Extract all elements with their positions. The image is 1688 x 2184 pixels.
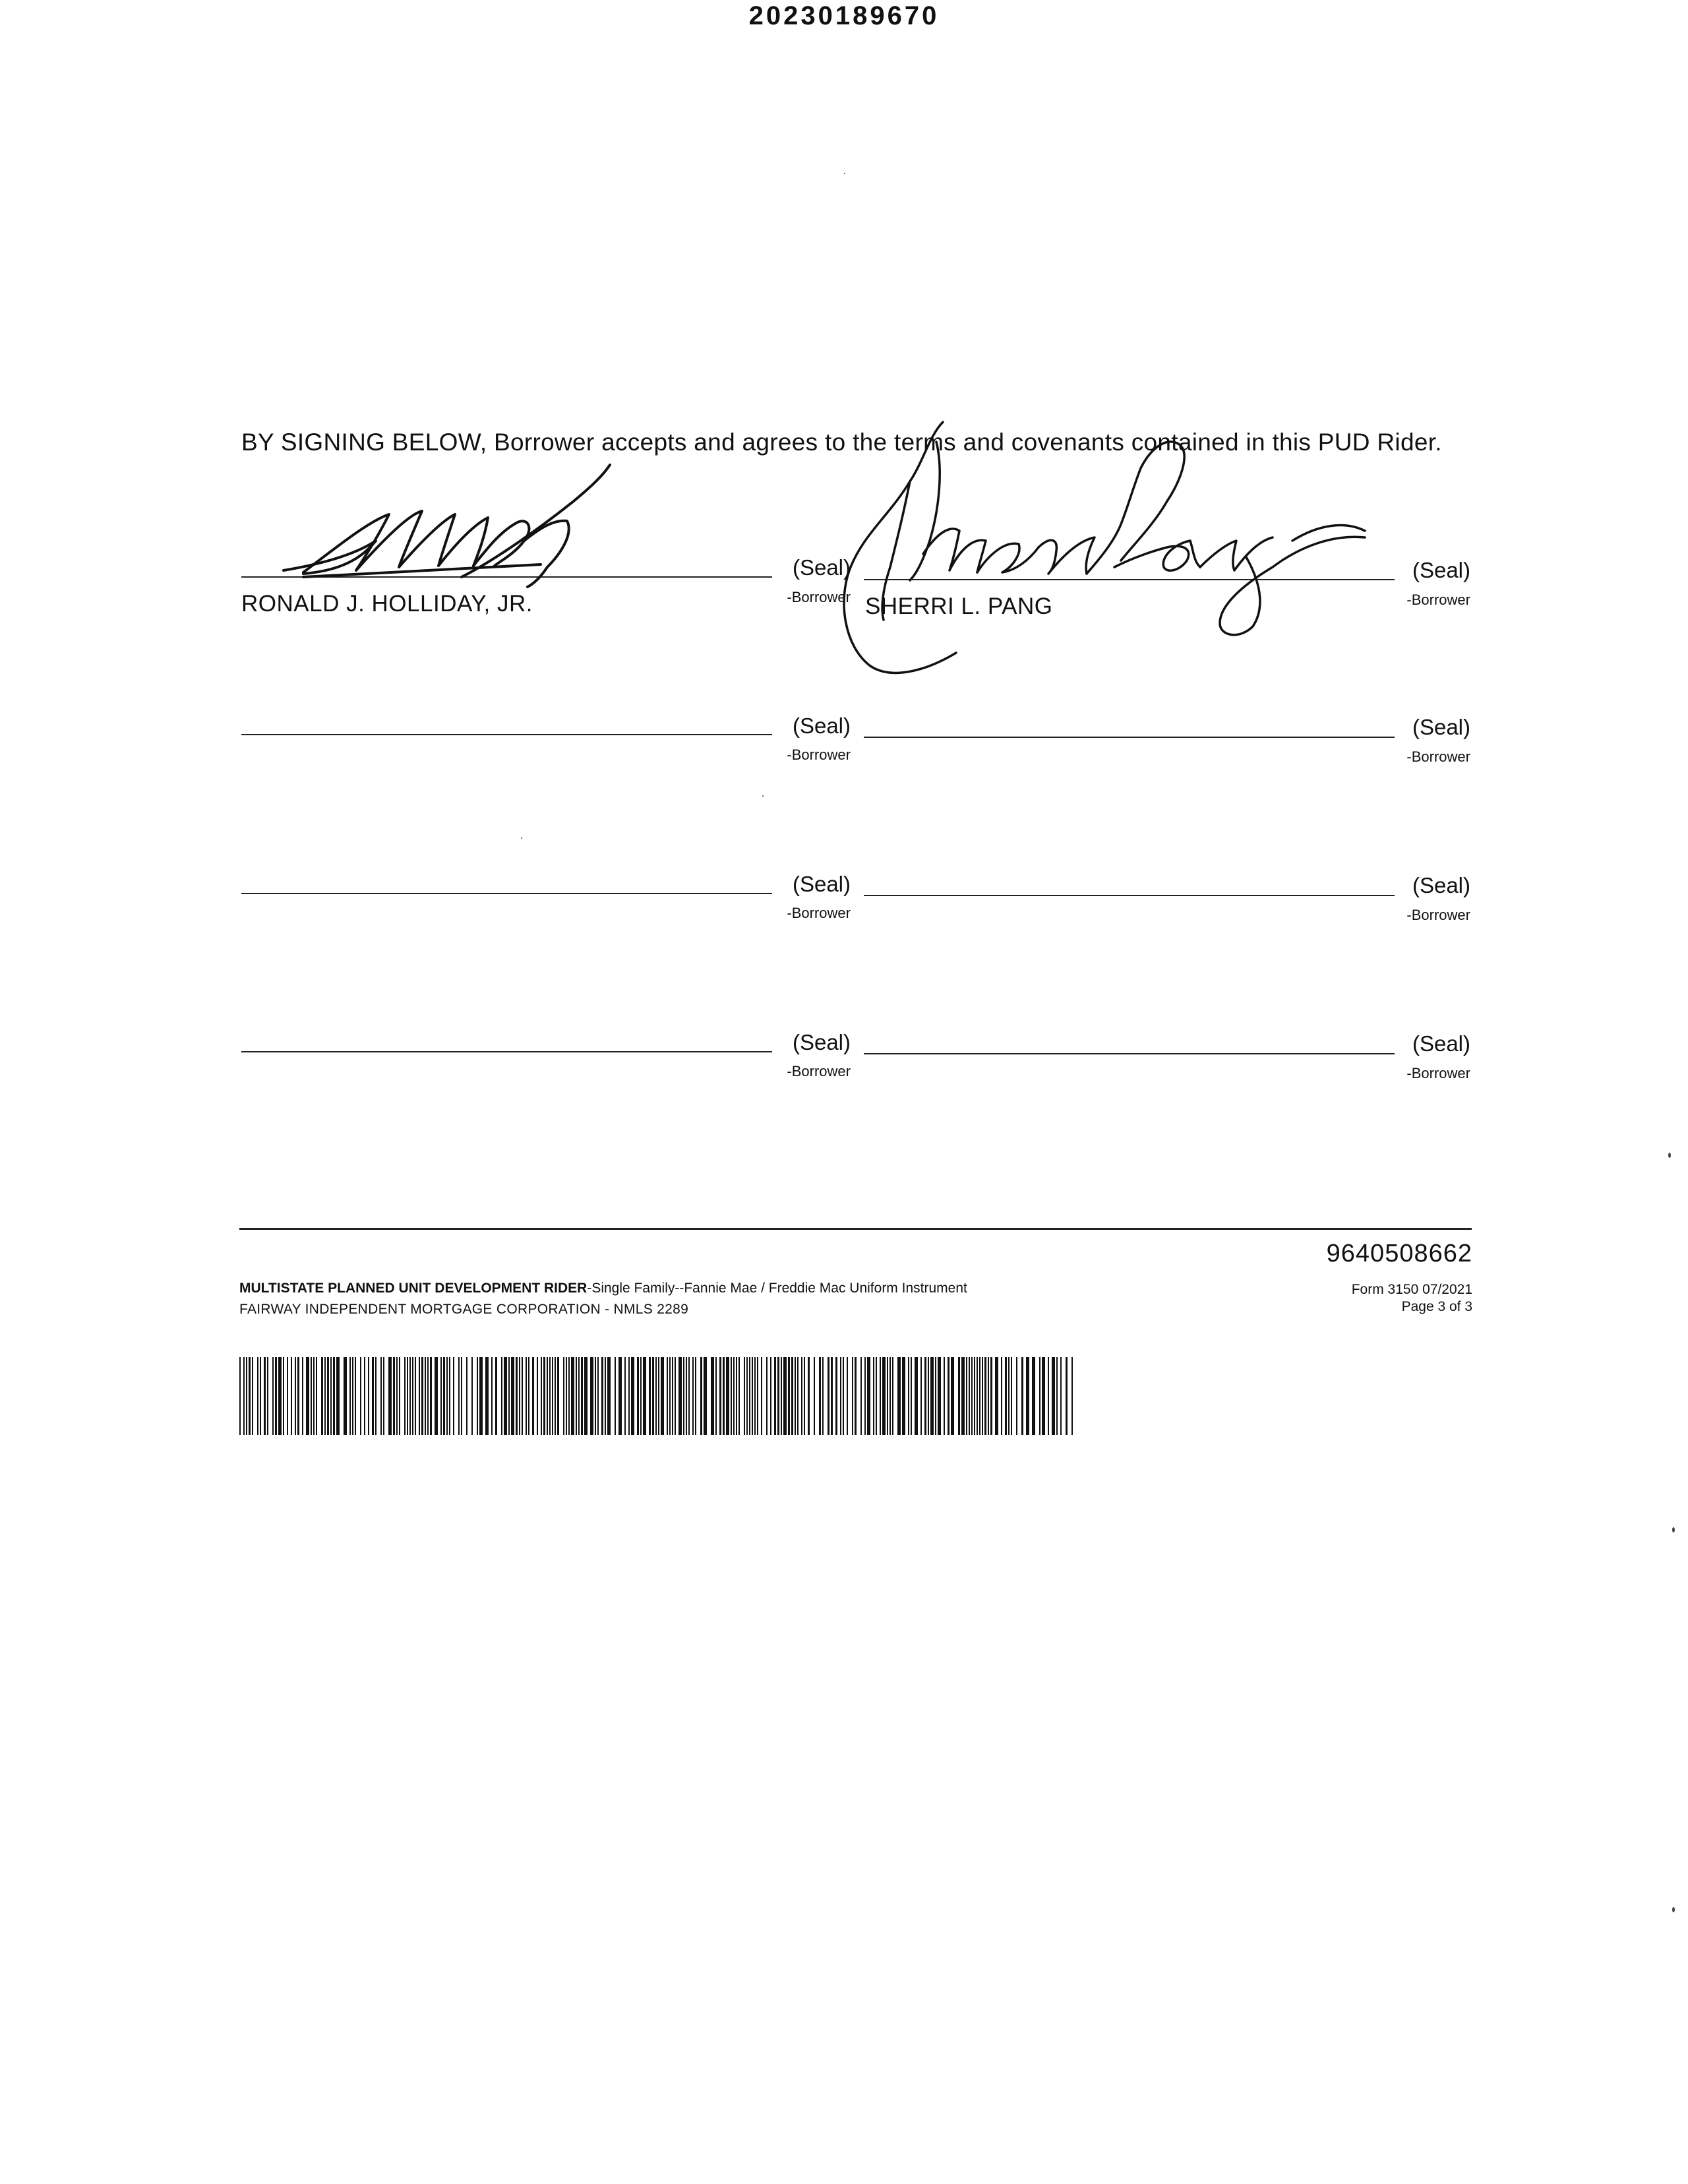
barcode-bar (297, 1357, 299, 1435)
barcode-bar (1060, 1357, 1062, 1435)
barcode-bar (683, 1357, 684, 1435)
barcode-bar (287, 1357, 288, 1435)
barcode-bar (295, 1357, 296, 1435)
barcode-bar (979, 1357, 980, 1435)
signing-statement: BY SIGNING BELOW, Borrower accepts and agrees to the terms and covenants contained in this PUD Rider. (241, 429, 1442, 456)
barcode-bar (501, 1357, 502, 1435)
barcode-bar (399, 1357, 400, 1435)
barcode-bar (1005, 1357, 1007, 1435)
barcode-bar (427, 1357, 429, 1435)
scan-speck (1672, 1527, 1675, 1532)
barcode-bar (715, 1357, 717, 1435)
barcode-bar (971, 1357, 973, 1435)
barcode-bar (731, 1357, 732, 1435)
barcode-bar (814, 1357, 815, 1435)
scan-speck (844, 173, 845, 174)
barcode-bar (407, 1357, 408, 1435)
barcode-bar (686, 1357, 687, 1435)
barcode-bar (330, 1357, 332, 1435)
barcode-bar (404, 1357, 406, 1435)
barcode-bar (835, 1357, 837, 1435)
barcode-bar (552, 1357, 553, 1435)
barcode-bar (988, 1357, 989, 1435)
barcode-bar (819, 1357, 821, 1435)
barcode-bar (327, 1357, 329, 1435)
barcode-bar (508, 1357, 510, 1435)
barcode-bar (446, 1357, 448, 1435)
barcode-bar (961, 1357, 965, 1435)
barcode-bar (935, 1357, 936, 1435)
barcode-bar (736, 1357, 737, 1435)
barcode-bar (711, 1357, 714, 1435)
barcode-bar (615, 1357, 616, 1435)
barcode-bar (471, 1357, 473, 1435)
barcode-bar (719, 1357, 721, 1435)
barcode-bar (257, 1357, 258, 1435)
barcode-bar (757, 1357, 758, 1435)
barcode-bar (568, 1357, 570, 1435)
borrower-label-1: -Borrower (787, 589, 851, 605)
barcode-bar (938, 1357, 941, 1435)
signature-line-4 (864, 737, 1395, 738)
barcode-bar (243, 1357, 245, 1435)
seal-label-3: (Seal) (792, 713, 851, 738)
barcode-bar (316, 1357, 317, 1435)
form-title (239, 1281, 967, 1296)
barcode-bar (302, 1357, 303, 1435)
document-barcode (239, 1357, 1077, 1435)
barcode-bar (795, 1357, 796, 1435)
barcode-bar (443, 1357, 445, 1435)
barcode-bar (415, 1357, 416, 1435)
barcode-bar (516, 1357, 518, 1435)
footer-divider (239, 1228, 1472, 1230)
borrower-label-4: -Borrower (1406, 748, 1470, 765)
barcode-bar (982, 1357, 983, 1435)
barcode-bar (324, 1357, 326, 1435)
barcode-bar (597, 1357, 599, 1435)
signature-line-6 (864, 895, 1395, 896)
barcode-bar (667, 1357, 668, 1435)
form-number: Form 3150 07/2021 (1351, 1282, 1472, 1297)
barcode-bar (1016, 1357, 1017, 1435)
barcode-bar (396, 1357, 398, 1435)
borrower-label-3: -Borrower (787, 746, 851, 763)
barcode-bar (704, 1357, 707, 1435)
barcode-bar (511, 1357, 514, 1435)
barcode-bar (601, 1357, 603, 1435)
barcode-bar (1048, 1357, 1049, 1435)
seal-label-8: (Seal) (1412, 1031, 1470, 1056)
barcode-bar (578, 1357, 580, 1435)
barcode-bar (652, 1357, 654, 1435)
barcode-bar (924, 1357, 926, 1435)
barcode-bar (649, 1357, 651, 1435)
barcode-bar (822, 1357, 824, 1435)
barcode-bar (364, 1357, 365, 1435)
barcode-bar (526, 1357, 527, 1435)
barcode-bar (631, 1357, 634, 1435)
barcode-bar (409, 1357, 411, 1435)
barcode-bar (333, 1357, 335, 1435)
barcode-bar (804, 1357, 805, 1435)
scan-speck (1668, 1153, 1671, 1158)
barcode-bar (1039, 1357, 1040, 1435)
barcode-bar (547, 1357, 548, 1435)
barcode-bar (1032, 1357, 1035, 1435)
barcode-bar (380, 1357, 382, 1435)
barcode-bar (882, 1357, 886, 1435)
barcode-bar (383, 1357, 384, 1435)
barcode-bar (430, 1357, 432, 1435)
barcode-bar (781, 1357, 782, 1435)
barcode-bar (388, 1357, 392, 1435)
barcode-bar (675, 1357, 676, 1435)
signer-name-1: RONALD J. HOLLIDAY, JR. (241, 591, 533, 617)
barcode-bar (746, 1357, 748, 1435)
form-title-rest: -Single Family--Fannie Mae / Freddie Mac Uniform Instrument (587, 1281, 967, 1296)
barcode-bar (267, 1357, 268, 1435)
barcode-bar (661, 1357, 664, 1435)
barcode-bar (928, 1357, 929, 1435)
seal-label-6: (Seal) (1412, 873, 1470, 897)
seal-label-2: (Seal) (1412, 558, 1470, 582)
barcode-bar (843, 1357, 844, 1435)
barcode-bar (791, 1357, 793, 1435)
barcode-bar (278, 1357, 282, 1435)
signer-name-2: SHERRI L. PANG (865, 593, 1053, 619)
barcode-bar (966, 1357, 967, 1435)
barcode-bar (1026, 1357, 1029, 1435)
barcode-bar (485, 1357, 489, 1435)
barcode-bar (283, 1357, 284, 1435)
barcode-bar (700, 1357, 702, 1435)
barcode-bar (628, 1357, 630, 1435)
barcode-bar (372, 1357, 374, 1435)
barcode-bar (948, 1357, 950, 1435)
barcode-bar (522, 1357, 523, 1435)
barcode-bar (969, 1357, 970, 1435)
barcode-bar (275, 1357, 277, 1435)
barcode-bar (272, 1357, 274, 1435)
scan-speck (521, 837, 522, 839)
barcode-bar (393, 1357, 395, 1435)
barcode-bar (766, 1357, 768, 1435)
barcode-bar (930, 1357, 934, 1435)
barcode-bar (951, 1357, 954, 1435)
barcode-bar (831, 1357, 833, 1435)
barcode-bar (495, 1357, 497, 1435)
barcode-bar (726, 1357, 729, 1435)
barcode-bar (847, 1357, 848, 1435)
barcode-bar (1011, 1357, 1012, 1435)
barcode-bar (352, 1357, 353, 1435)
barcode-bar (723, 1357, 725, 1435)
barcode-bar (788, 1357, 790, 1435)
barcode-bar (321, 1357, 323, 1435)
form-title-bold: MULTISTATE PLANNED UNIT DEVELOPMENT RIDER (239, 1281, 588, 1296)
barcode-bar (761, 1357, 762, 1435)
barcode-bar (1071, 1357, 1073, 1435)
barcode-bar (453, 1357, 454, 1435)
barcode-bar (355, 1357, 356, 1435)
barcode-bar (958, 1357, 960, 1435)
barcode-bar (264, 1357, 266, 1435)
scan-speck (762, 795, 764, 797)
barcode-bar (557, 1357, 559, 1435)
page-indicator: Page 3 of 3 (1401, 1299, 1472, 1314)
barcode-bar (897, 1357, 901, 1435)
lender-name: FAIRWAY INDEPENDENT MORTGAGE CORPORATION - NMLS 2289 (239, 1302, 689, 1317)
barcode-bar (733, 1357, 735, 1435)
barcode-bar (669, 1357, 671, 1435)
barcode-bar (555, 1357, 556, 1435)
barcode-bar (581, 1357, 583, 1435)
barcode-bar (655, 1357, 657, 1435)
barcode-bar (336, 1357, 340, 1435)
barcode-bar (749, 1357, 750, 1435)
barcode-bar (532, 1357, 534, 1435)
barcode-bar (239, 1357, 241, 1435)
barcode-bar (1052, 1357, 1055, 1435)
barcode-bar (860, 1357, 862, 1435)
borrower-label-2: -Borrower (1406, 592, 1470, 608)
seal-label-7: (Seal) (792, 1030, 851, 1054)
barcode-bar (828, 1357, 829, 1435)
barcode-bar (744, 1357, 745, 1435)
borrower-label-8: -Borrower (1406, 1065, 1470, 1081)
barcode-bar (752, 1357, 753, 1435)
barcode-bar (412, 1357, 413, 1435)
barcode-bar (1008, 1357, 1010, 1435)
barcode-bar (852, 1357, 853, 1435)
barcode-bar (658, 1357, 659, 1435)
barcode-bar (246, 1357, 247, 1435)
barcode-bar (584, 1357, 588, 1435)
barcode-bar (504, 1357, 507, 1435)
barcode-bar (360, 1357, 361, 1435)
barcode-bar (777, 1357, 779, 1435)
borrower-label-5: -Borrower (787, 905, 851, 921)
borrower-label-7: -Borrower (787, 1063, 851, 1079)
barcode-bar (974, 1357, 975, 1435)
scan-speck (1672, 1907, 1675, 1912)
barcode-bar (1042, 1357, 1045, 1435)
barcode-bar (990, 1357, 992, 1435)
barcode-bar (543, 1357, 545, 1435)
barcode-bar (466, 1357, 467, 1435)
barcode-bar (571, 1357, 574, 1435)
barcode-bar (637, 1357, 639, 1435)
barcode-bar (643, 1357, 646, 1435)
seal-label-4: (Seal) (1412, 715, 1470, 739)
barcode-bar (618, 1357, 622, 1435)
barcode-bar (306, 1357, 309, 1435)
barcode-bar (311, 1357, 312, 1435)
barcode-bar (252, 1357, 253, 1435)
barcode-bar (797, 1357, 799, 1435)
barcode-bar (920, 1357, 922, 1435)
barcode-bar (368, 1357, 369, 1435)
signature-line-5 (241, 893, 772, 894)
barcode-bar (774, 1357, 776, 1435)
barcode-bar (344, 1357, 347, 1435)
signature-ronald-holliday (264, 448, 686, 607)
barcode-bar (449, 1357, 450, 1435)
barcode-bar (770, 1357, 771, 1435)
barcode-bar (867, 1357, 870, 1435)
barcode-bar (1021, 1357, 1023, 1435)
barcode-bar (984, 1357, 986, 1435)
barcode-bar (1066, 1357, 1068, 1435)
barcode-bar (995, 1357, 998, 1435)
barcode-bar (915, 1357, 918, 1435)
barcode-bar (563, 1357, 564, 1435)
barcode-bar (605, 1357, 606, 1435)
barcode-bar (672, 1357, 673, 1435)
seal-label-1: (Seal) (792, 555, 851, 580)
barcode-bar (754, 1357, 756, 1435)
barcode-bar (889, 1357, 891, 1435)
barcode-bar (491, 1357, 493, 1435)
barcode-bar (549, 1357, 551, 1435)
recording-number: 20230189670 (748, 1, 940, 30)
borrower-label-6: -Borrower (1406, 907, 1470, 923)
barcode-bar (425, 1357, 426, 1435)
barcode-bar (876, 1357, 877, 1435)
barcode-bar (435, 1357, 438, 1435)
barcode-bar (880, 1357, 881, 1435)
barcode-bar (590, 1357, 593, 1435)
barcode-bar (519, 1357, 520, 1435)
loan-number: 9640508662 (1326, 1240, 1472, 1267)
barcode-bar (944, 1357, 945, 1435)
barcode-bar (419, 1357, 420, 1435)
barcode-bar (692, 1357, 694, 1435)
barcode-bar (902, 1357, 905, 1435)
barcode-bar (678, 1357, 682, 1435)
signature-line-8 (864, 1053, 1395, 1054)
seal-label-5: (Seal) (792, 872, 851, 896)
barcode-bar (461, 1357, 462, 1435)
signature-line-7 (241, 1051, 772, 1052)
barcode-bar (313, 1357, 315, 1435)
signature-line-3 (241, 734, 772, 735)
barcode-bar (873, 1357, 874, 1435)
barcode-bar (911, 1357, 912, 1435)
barcode-bar (908, 1357, 909, 1435)
barcode-bar (528, 1357, 529, 1435)
barcode-bar (576, 1357, 577, 1435)
barcode-bar (840, 1357, 841, 1435)
barcode-bar (541, 1357, 542, 1435)
barcode-bar (349, 1357, 351, 1435)
barcode-bar (260, 1357, 261, 1435)
barcode-bar (1001, 1357, 1002, 1435)
barcode-bar (738, 1357, 740, 1435)
barcode-bar (458, 1357, 460, 1435)
barcode-bar (808, 1357, 810, 1435)
barcode-bar (249, 1357, 251, 1435)
barcode-bar (864, 1357, 866, 1435)
barcode-bar (695, 1357, 696, 1435)
barcode-bar (291, 1357, 292, 1435)
barcode-bar (566, 1357, 567, 1435)
barcode-bar (440, 1357, 442, 1435)
barcode-bar (595, 1357, 596, 1435)
signature-sherri-pang (824, 409, 1372, 686)
barcode-bar (640, 1357, 642, 1435)
barcode-bar (892, 1357, 893, 1435)
barcode-bar (1056, 1357, 1058, 1435)
barcode-bar (375, 1357, 377, 1435)
barcode-bar (479, 1357, 483, 1435)
barcode-bar (688, 1357, 690, 1435)
barcode-bar (477, 1357, 478, 1435)
barcode-bar (855, 1357, 857, 1435)
barcode-bar (783, 1357, 787, 1435)
barcode-bar (624, 1357, 626, 1435)
barcode-bar (977, 1357, 978, 1435)
barcode-bar (537, 1357, 538, 1435)
barcode-bar (887, 1357, 888, 1435)
barcode-bar (801, 1357, 802, 1435)
barcode-bar (421, 1357, 423, 1435)
barcode-bar (607, 1357, 611, 1435)
